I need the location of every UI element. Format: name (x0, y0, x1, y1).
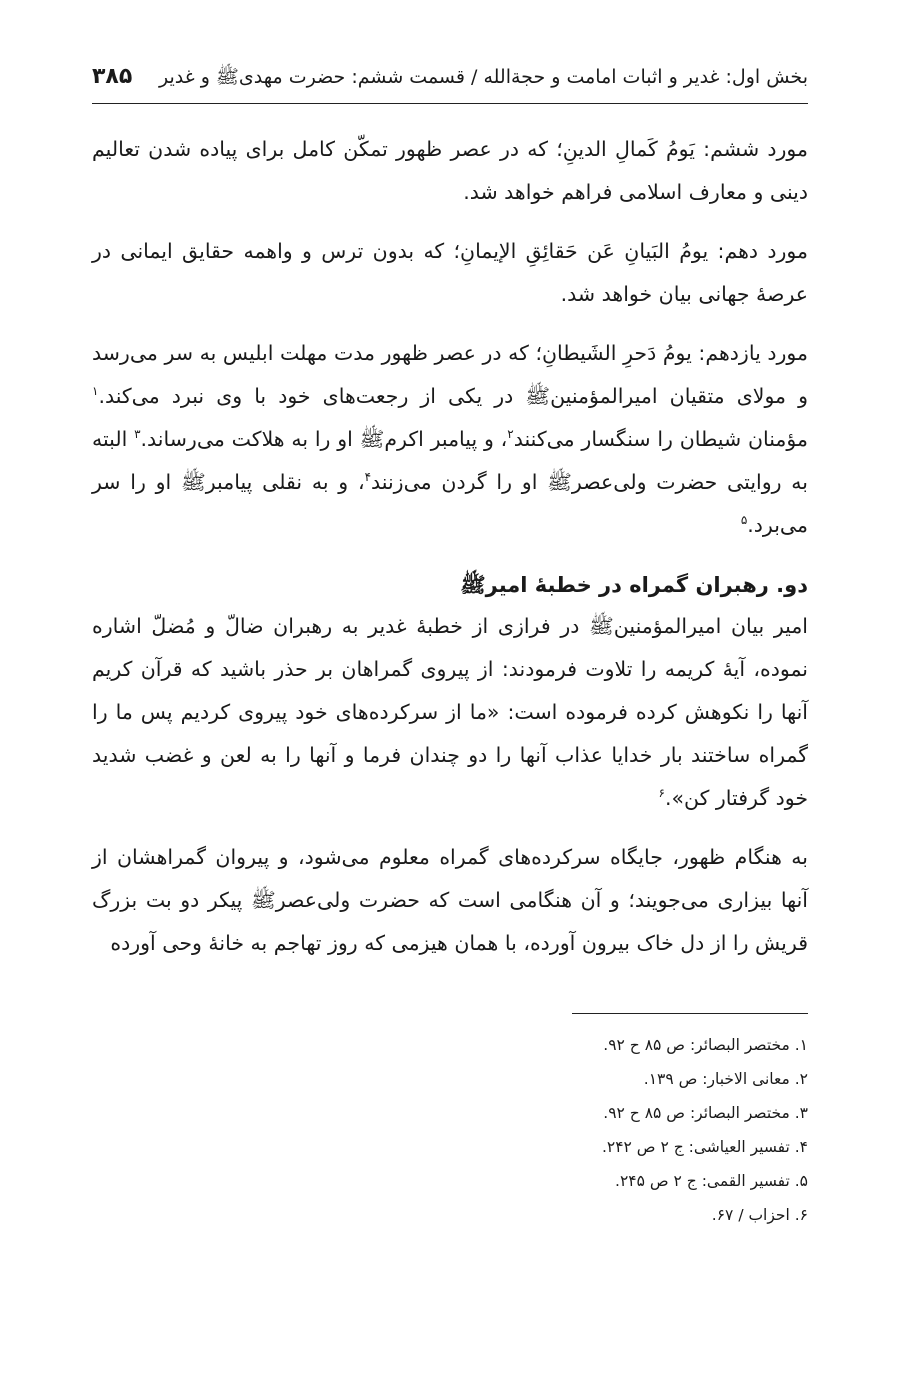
footnote-ref-1[interactable]: ۱ (92, 384, 99, 399)
paragraph-text (92, 332, 808, 547)
book-page (92, 64, 808, 1232)
paragraph-text: مورد ششم: یَومُ کَمالِ الدینِ؛ که در عصر ظهور تمکّن کامل برای پیاده شدن تعالیم دینی و معارف اسلامی فراهم خواهد شد. (92, 137, 808, 204)
footnote-ref-2[interactable]: ۲ (507, 427, 514, 442)
paragraph-text: به هنگام ظهور، جایگاه سرکرده‌های گمراه معلوم می‌شود، و پیروان گمراهشان از آنها بیزاری می‌جویند؛ و آن هنگامی است که حضرت ولی‌عصرﷺ پیکر دو بت بزرگ قریش را از دل خاک بیرون آورده، با همان هیزمی که روز تهاجم به خانهٔ وحی آورده (92, 845, 808, 955)
footnote-item: ۴. تفسیر العیاشی: ج ۲ ص ۲۴۲. (601, 1138, 808, 1156)
text-run: مورد یازدهم: یومُ دَحرِ الشَیطانِ؛ که در عصر ظهور مدت مهلت ابلیس به سر می‌رسد و مولای متقیان امیرالمؤمنینﷺ در یکی از رجعت‌های خود با وی نبرد می‌کند. (92, 341, 808, 408)
footnote-item: ۵. تفسیر القمی: ج ۲ ص ۲۴۵. (615, 1172, 808, 1190)
footnote-ref-4[interactable]: ۴ (364, 470, 372, 485)
footnote-ref-3[interactable]: ۳ (134, 427, 141, 442)
section-heading: دو. رهبران گمراه در خطبهٔ امیرﷺ (460, 573, 808, 597)
text-run: البته به روایتی حضرت ولی‌عصرﷺ او را گردن می‌زنند (92, 427, 808, 494)
text-run: ، و پیامبر اکرمﷺ او را به هلاکت می‌رساند. (140, 427, 508, 451)
footnote-ref-5[interactable]: ۵ (740, 513, 748, 528)
paragraph-text (92, 605, 808, 820)
footnote-item: ۶. احزاب / ۶۷. (711, 1206, 808, 1224)
paragraph-item-10 (92, 230, 808, 316)
header-title: بخش اول: غدیر و اثبات امامت و حجةالله / قسمت ششم: حضرت مهدیﷺ و غدیر (159, 66, 808, 88)
page-number: ۳۸۵ (92, 64, 133, 89)
footnote-item: ۲. معانی الاخبار: ص ۱۳۹. (643, 1070, 808, 1088)
paragraph-zuhur (92, 836, 808, 965)
text-run: امیر بیان امیرالمؤمنینﷺ در فرازی از خطبهٔ غدیر به رهبران ضالّ و مُضلّ اشاره نموده، آیهٔ کریمه را تلاوت فرمودند: از پیروی گمراهان بر حذر باشید که قرآن کریم آنها را نکوهش کرده فرموده است: «ما از سرکرده‌های خود پیروی کردیم پس ما را گمراه ساختند بار خدایا عذاب آنها را دو چندان فرما و آنها را به لعن و غضب شدید خود گرفتار کن». (92, 614, 808, 810)
footnote-item: ۱. مختصر البصائر: ص ۸۵ ح ۹۲. (603, 1036, 808, 1054)
paragraph-item-11 (92, 332, 808, 547)
footnote-divider (572, 1013, 808, 1014)
footnote-ref-6[interactable]: ۶ (658, 786, 665, 801)
paragraph-khutbah (92, 605, 808, 820)
footnotes-list (92, 1028, 808, 1232)
paragraph-item-6 (92, 128, 808, 214)
footnote-item: ۳. مختصر البصائر: ص ۸۵ ح ۹۲. (603, 1104, 808, 1122)
paragraph-text: مورد دهم: یومُ البَیانِ عَن حَقائِقِ الإیمانِ؛ که بدون ترس و واهمه حقایق ایمانی در عرصهٔ جهانی بیان خواهد شد. (92, 239, 808, 306)
text-run: مؤمنان شیطان را سنگسار می‌کنند (513, 427, 808, 451)
text-run: ، و به نقلی پیامبرﷺ او را سر می‌برد. (92, 470, 808, 537)
running-header (92, 64, 808, 104)
